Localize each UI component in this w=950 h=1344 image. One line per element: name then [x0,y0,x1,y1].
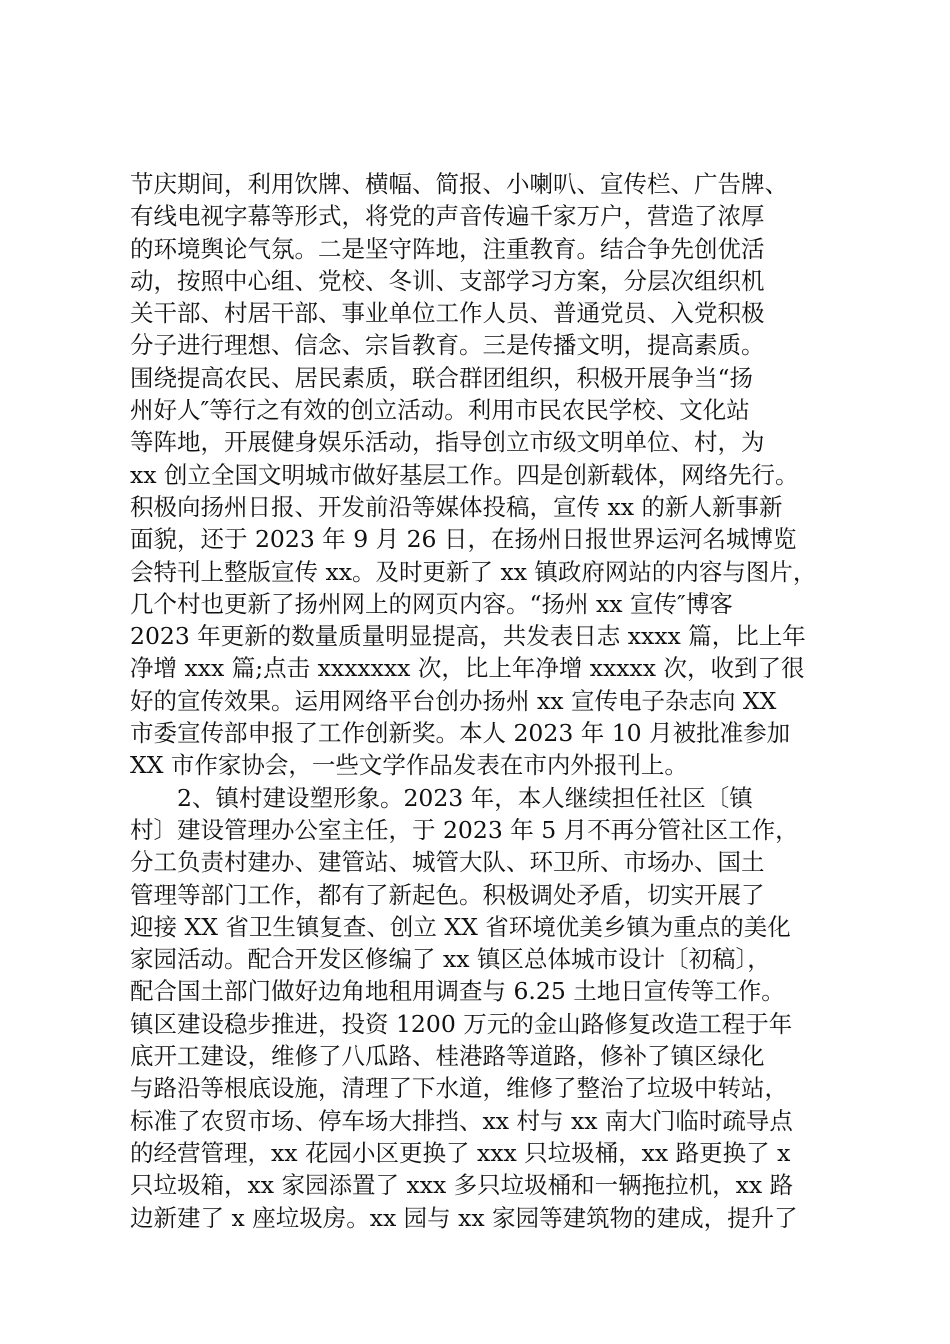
text-line: 镇区建设稳步推进，投资 1200 万元的金山路修复改造工程于年 [130,1009,793,1038]
text-line: 面貌，还于 2023 年 9 月 26 日，在扬州日报世界运河名城博览 [130,525,797,554]
text-line: 配合国土部门做好边角地租用调查与 6.25 土地日宣传等工作。 [130,977,785,1006]
text-line: 积极向扬州日报、开发前沿等媒体投稿，宣传 xx 的新人新事新 [130,492,783,521]
text-line: xx 创立全国文明城市做好基层工作。四是创新载体，网络先行。 [130,460,799,489]
text-line: 与路沿等根底设施，清理了下水道，维修了整治了垃圾中转站， [130,1074,788,1103]
text-line: 分子进行理想、信念、宗旨教育。三是传播文明，提高素质。 [130,331,765,360]
text-line: 动，按照中心组、党校、冬训、支部学习方案，分层次组织机 [130,266,765,295]
text-line: 会特刊上整版宣传 xx。及时更新了 xx 镇政府网站的内容与图片， [130,557,817,586]
text-line: 州好人″等行之有效的创立活动。利用市民农民学校、文化站 [130,396,750,425]
text-line: 家园活动。配合开发区修编了 xx 镇区总体城市设计〔初稿〕， [130,945,771,974]
text-line: 关干部、村居干部、事业单位工作人员、普通党员、入党积极 [130,299,765,328]
text-line: 底开工建设，维修了八瓜路、桂港路等道路，修补了镇区绿化 [130,1042,765,1071]
text-line: 有线电视字幕等形式，将党的声音传遍千家万户，营造了浓厚 [130,202,765,231]
text-line: 的环境舆论气氛。二是坚守阵地，注重教育。结合争先创优活 [130,234,765,263]
text-line: 管理等部门工作，都有了新起色。积极调处矛盾，切实开展了 [130,880,765,909]
text-line: 节庆期间，利用饮牌、横幅、简报、小喇叭、宣传栏、广告牌、 [130,170,788,198]
text-line: 只垃圾箱，xx 家园添置了 xxx 多只垃圾桶和一辆拖拉机，xx 路 [130,1171,794,1200]
text-line: 几个村也更新了扬州网上的网页内容。“扬州 xx 宣传″博客 [130,589,733,618]
text-line: 净增 xxx 篇;点击 xxxxxxx 次，比上年净增 xxxxx 次，收到了很 [130,654,805,683]
text-line: 的经营管理，xx 花园小区更换了 xxx 只垃圾桶，xx 路更换了 x [130,1138,791,1167]
text-line: 标准了农贸市场、停车场大排挡、xx 村与 xx 南大门临时疏导点 [130,1106,793,1135]
body-text [130,168,830,1234]
text-line: 迎接 XX 省卫生镇复查、创立 XX 省环境优美乡镇为重点的美化 [130,912,791,941]
text-line: XX 市作家协会，一些文学作品发表在市内外报刊上。 [130,751,688,780]
text-line: 边新建了 x 座垃圾房。xx 园与 xx 家园等建筑物的建成，提升了 [130,1203,798,1232]
text-line: 市委宣传部申报了工作创新奖。本人 2023 年 10 月被批准参加 [130,719,791,748]
text-line: 等阵地，开展健身娱乐活动，指导创立市级文明单位、村，为 [130,428,765,457]
paragraph-start-line: 2、镇村建设塑形象。2023 年，本人继续担任社区〔镇 [130,783,753,812]
text-line: 好的宣传效果。运用网络平台创办扬州 xx 宣传电子杂志向 XX [130,686,777,715]
text-line: 分工负责村建办、建管站、城管大队、环卫所、市场办、国土 [130,848,765,877]
text-line: 村〕建设管理办公室主任，于 2023 年 5 月不再分管社区工作， [130,815,799,844]
text-line: 2023 年更新的数量质量明显提高，共发表日志 xxxx 篇，比上年 [130,622,806,651]
text-line: 围绕提高农民、居民素质，联合群团组织，积极开展争当“扬 [130,363,754,392]
